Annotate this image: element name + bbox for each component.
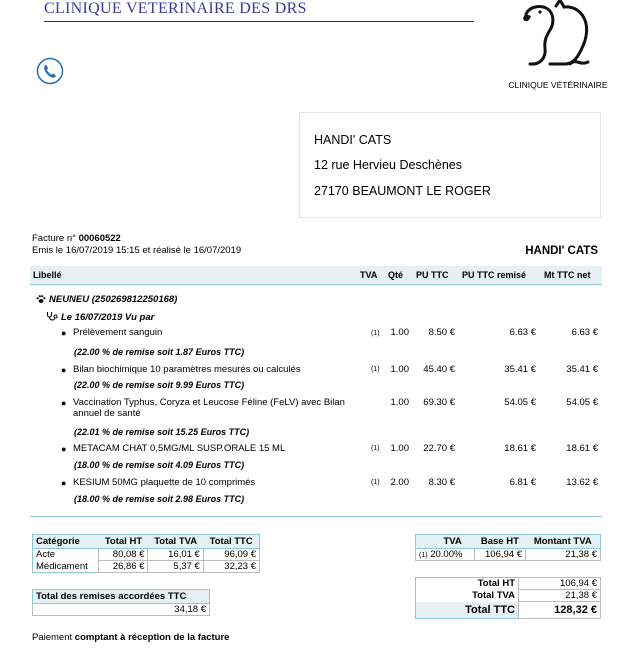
table-row [33,549,260,561]
cat-header-category: Catégorie [33,535,99,549]
total-tva-value: 21,38 € [519,590,601,602]
total-tva-label: Total TVA [472,590,515,601]
item-pu-remise: 6.81 € [509,477,536,488]
item-desc: METACAM CHAT 0,5MG/ML SUSP.ORALE 15 ML [73,443,286,454]
totals-table [415,577,601,619]
item-mt-net: 35.41 € [566,364,598,375]
bullet-icon: ● [61,365,67,375]
tva-rate: 20.00% [430,549,463,560]
item-tva-ref: (1) [371,330,380,337]
item-qte: 1.00 [390,443,409,454]
item-pu-ttc: 45.40 € [423,364,455,375]
item-tva-ref: (1) [371,445,380,452]
item-desc: Bilan biochimique 10 paramètres mesurés ou calculés [73,364,301,375]
table-row [33,561,260,573]
phone-icon[interactable] [36,57,64,85]
item-desc: Vaccination Typhus, Coryza et Leucose Féline (FeLV) avec Bilan annuel de santé [73,397,345,419]
item-pu-ttc: 22.70 € [423,443,455,454]
tva-header-rate: TVA [416,535,475,549]
item-pu-remise: 18.61 € [504,443,536,454]
clinic-logo-icon [516,0,594,72]
col-tva: TVA [360,270,378,280]
cat-name: Médicament [36,560,88,572]
total-ht-value: 106,94 € [519,578,601,590]
cat-header-ht: Total HT [99,535,148,549]
item-pu-remise: 6.63 € [509,327,536,338]
tva-header-montant: Montant TVA [526,535,601,549]
table-row [416,590,601,602]
bullet-icon: ● [61,478,67,488]
category-totals-table [32,534,260,573]
cat-ttc: 96,09 € [203,549,259,561]
col-pu-remise: PU TTC remisé [462,270,527,280]
payment-terms [32,632,229,643]
col-pu-ttc: PU TTC [416,270,449,280]
item-desc: Prélèvement sanguin [73,327,163,338]
item-qte: 2.00 [390,477,409,488]
client-city: 27170 BEAUMONT LE ROGER [314,184,491,198]
lines-table-bottom-rule [30,516,602,517]
item-mt-net: 54.05 € [566,397,598,408]
invoice-emitted: Emis le 16/07/2019 15:15 et réalisé le 16/07/2019 [32,245,242,256]
invoice-client-name: HANDI' CATS [525,245,598,257]
item-mt-net: 13.62 € [566,477,598,488]
payment-terms-value: comptant à réception de la facture [74,632,230,643]
item-qte: 1.00 [390,327,409,338]
paw-icon [36,294,46,304]
item-pu-ttc: 8.50 € [428,327,455,338]
cat-tva: 5,37 € [148,561,203,573]
cat-ht: 80,08 € [99,549,148,561]
cat-ttc: 32,23 € [203,561,259,573]
item-desc: KESIUM 50MG plaquette de 10 comprimés [73,477,256,488]
logo-text: CLINIQUE VÉTÉRINAIRE [508,80,608,90]
tva-rate-cell [416,549,475,561]
table-row [416,578,601,590]
item-qte: 1.00 [390,397,409,408]
item-pu-ttc: 69.30 € [423,397,455,408]
item-tva-ref: (1) [371,479,380,486]
clinic-name: CLINIQUE VETERINAIRE DES DRS [44,0,307,17]
invoice-number: 00060522 [78,233,121,244]
item-qte: 1.00 [390,364,409,375]
item-remise: (22.01 % de remise soit 15.25 Euros TTC) [74,427,250,437]
remises-table [32,589,210,616]
animal-line [36,294,177,305]
item-remise: (22.00 % de remise soit 9.99 Euros TTC) [74,380,245,390]
visit-label: Le 16/07/2019 Vu par [61,312,155,323]
invoice-number-line [32,233,121,244]
payment-prefix: Paiement [32,632,73,643]
tva-montant: 21,38 € [526,549,601,561]
cat-name: Acte [36,549,56,561]
bullet-icon: ● [61,398,67,408]
cat-header-ttc: Total TTC [203,535,259,549]
remises-label: Total des remises accordées TTC [33,590,210,604]
bullet-icon: ● [61,328,67,338]
cat-ht: 26,86 € [99,561,148,573]
animal-name: NEUNEU (250269812250168) [49,294,178,305]
tva-header-base: Base HT [474,535,525,549]
tva-base: 106,94 € [474,549,525,561]
col-qte: Qté [388,270,404,280]
visit-line [46,311,154,323]
total-ht-label: Total HT [477,578,515,590]
item-tva-ref: (1) [371,366,380,373]
header-rule [44,21,474,22]
client-street: 12 rue Hervieu Deschènes [314,158,462,172]
cat-tva: 16,01 € [148,549,203,561]
tva-ref: (1) [419,552,428,559]
total-ttc-value: 128,32 € [519,602,601,619]
col-mt-net: Mt TTC net [544,270,591,280]
invoice-number-label: Facture n° [32,233,76,244]
remises-value: 34,18 € [33,604,210,616]
item-remise: (18.00 % de remise soit 2.98 Euros TTC) [74,494,245,504]
item-remise: (22.00 % de remise soit 1.87 Euros TTC) [74,347,245,357]
bullet-icon: ● [61,444,67,454]
item-pu-remise: 54.05 € [504,397,536,408]
item-mt-net: 18.61 € [566,443,598,454]
item-pu-remise: 35.41 € [504,364,536,375]
table-row [416,549,601,561]
stethoscope-icon [46,311,58,322]
cat-header-tva: Total TVA [148,535,203,549]
item-mt-net: 6.63 € [571,327,598,338]
client-name: HANDI' CATS [314,133,392,147]
tva-summary-table [415,534,601,561]
col-libelle: Libellé [33,270,62,280]
item-pu-ttc: 8.30 € [428,477,455,488]
table-row [416,602,601,619]
item-remise: (18.00 % de remise soit 4.09 Euros TTC) [74,460,245,470]
total-ttc-label: Total TTC [416,602,519,619]
